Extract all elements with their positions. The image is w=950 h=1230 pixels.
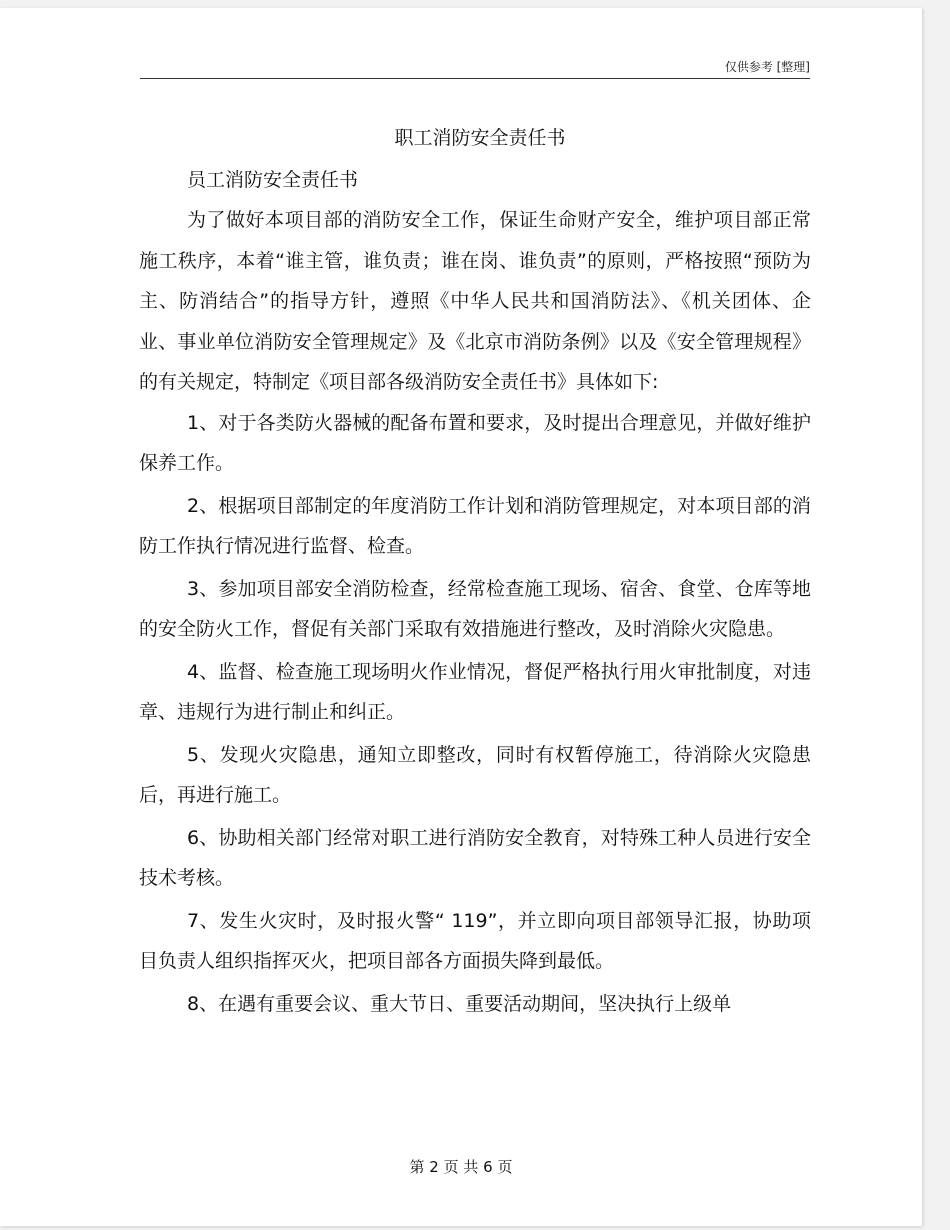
list-item: 3、参加项目部安全消防检查，经常检查施工现场、宿舍、食堂、仓库等地的安全防火工作，督促有关部门采取有效措施进行整改，及时消除火灾隐患。 — [139, 577, 811, 640]
list-item: 7、发生火灾时，及时报火警“ 119”，并立即向项目部领导汇报，协助项目负责人组织指挥灭火，把项目部各方面损失降到最低。 — [139, 909, 811, 972]
document-page — [0, 8, 922, 1226]
document-subtitle: 员工消防安全责任书 — [187, 168, 359, 191]
document-body — [139, 118, 811, 1026]
list-item: 1、对于各类防火器械的配备布置和要求，及时提出合理意见，并做好维护保养工作。 — [139, 411, 811, 474]
page-number: 第 2 页 共 6 页 — [409, 1158, 513, 1176]
page-header — [140, 52, 810, 79]
list-item: 4、监督、检查施工现场明火作业情况，督促严格执行用火审批制度，对违章、违规行为进行制止和纠正。 — [139, 660, 811, 723]
intro-paragraph: 为了做好本项目部的消防安全工作，保证生命财产安全，维护项目部正常施工秩序，本着“谁主管，谁负责；谁在岗、谁负责”的原则，严格按照“预防为主、防消结合”的指导方针，遵照《中华人民共和国消防法》、《机关团体、企业、事业单位消防安全管理规定》及《北京市消防条例》以及《安全管理规程》的有关规定，特制定《项目部各级消防安全责任书》具体如下: — [139, 209, 811, 393]
header-note: 仅供参考 [整理] — [724, 60, 810, 74]
list-item: 6、协助相关部门经常对职工进行消防安全教育，对特殊工种人员进行安全技术考核。 — [139, 826, 811, 889]
document-title: 职工消防安全责任书 — [394, 127, 566, 149]
list-item: 8、在遇有重要会议、重大节日、重要活动期间，坚决执行上级单 — [187, 992, 732, 1015]
list-item: 5、发现火灾隐患，通知立即整改，同时有权暂停施工，待消除火灾隐患后，再进行施工。 — [139, 743, 811, 806]
list-item: 2、根据项目部制定的年度消防工作计划和消防管理规定，对本项目部的消防工作执行情况进行监督、检查。 — [139, 494, 811, 557]
